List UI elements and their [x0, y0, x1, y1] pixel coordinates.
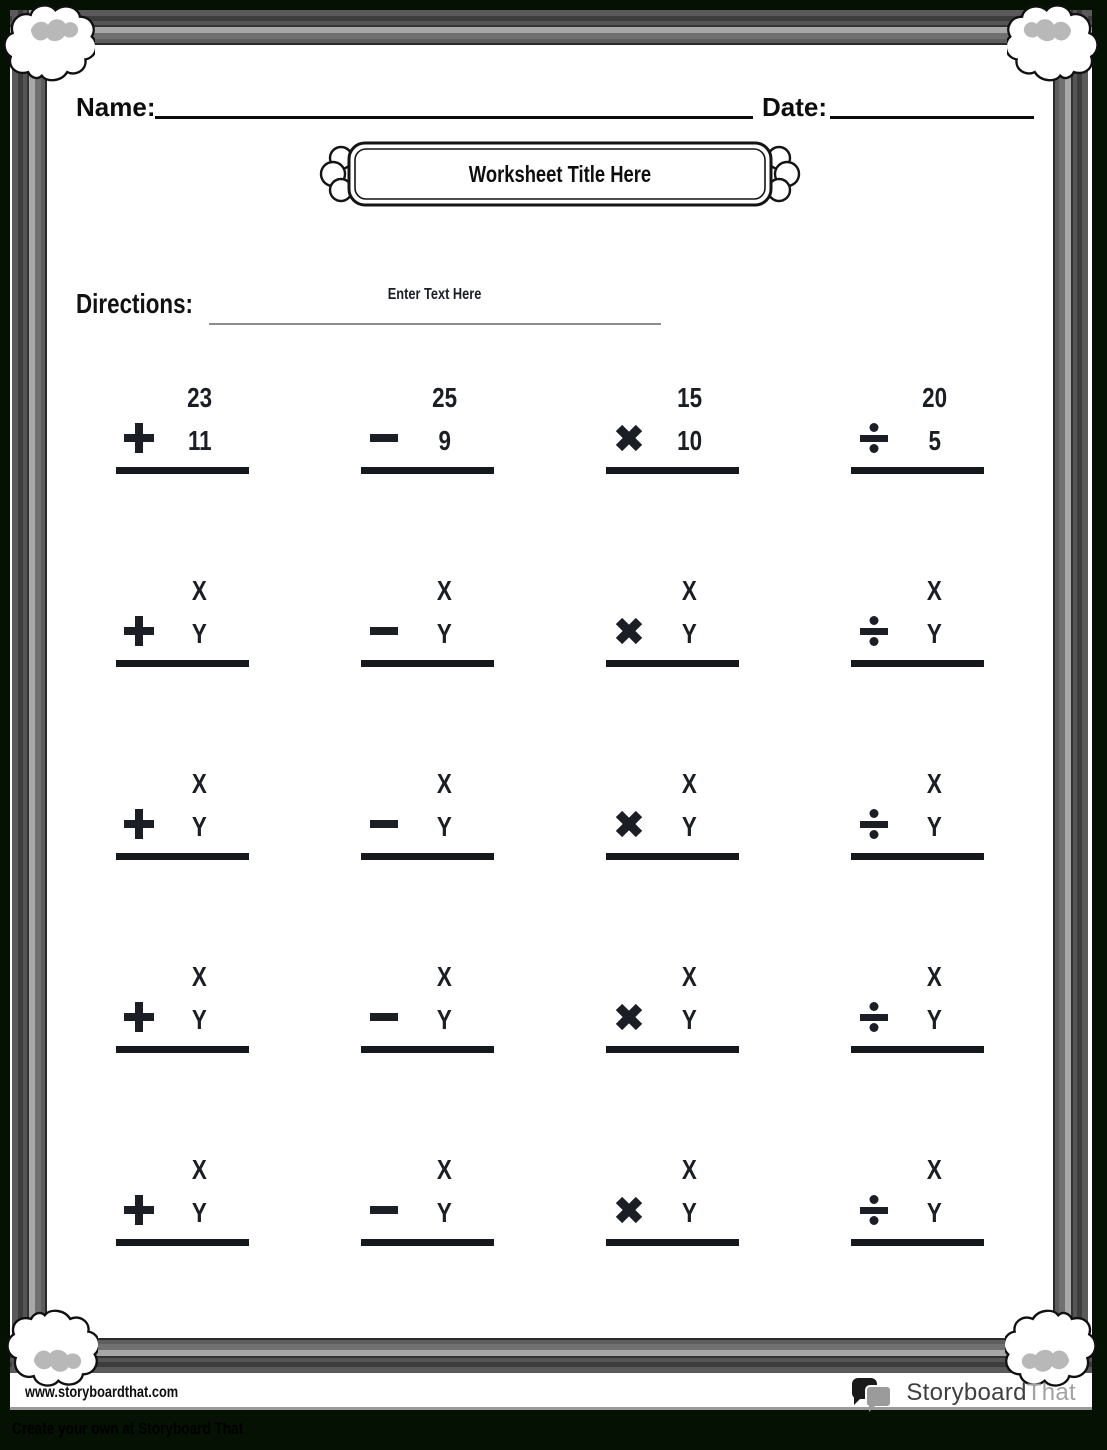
top-operand: X	[192, 1154, 207, 1185]
bottom-operand: 5	[928, 425, 941, 456]
cloud-decoration-top-left	[3, 3, 95, 83]
problem-cell	[851, 769, 984, 861]
answer-line	[851, 660, 984, 667]
answer-line	[361, 467, 494, 474]
bottom-operand: Y	[927, 618, 942, 649]
answer-line	[361, 853, 494, 860]
problem-cell	[361, 962, 494, 1054]
top-operand: X	[192, 575, 207, 606]
directions-input-line[interactable]	[209, 323, 661, 325]
answer-line	[361, 660, 494, 667]
bottom-operand: Y	[927, 1197, 942, 1228]
problem-cell	[116, 576, 249, 668]
bottom-operand: Y	[437, 1004, 452, 1035]
top-operand: 20	[922, 382, 947, 413]
answer-line	[606, 1046, 739, 1053]
name-input-line[interactable]	[155, 116, 753, 119]
problem-cell	[361, 383, 494, 475]
date-input-line[interactable]	[830, 116, 1034, 119]
brand-wordmark: StoryboardThat	[906, 1379, 1076, 1406]
speech-bubbles-icon	[852, 1376, 898, 1410]
top-operand: X	[682, 1154, 697, 1185]
bottom-operand: 11	[187, 425, 212, 456]
gray-speech-bubble-icon	[865, 1385, 892, 1408]
bottom-operand: Y	[682, 618, 697, 649]
border-left	[12, 10, 47, 1373]
worksheet-page	[10, 10, 1092, 1410]
answer-line	[851, 853, 984, 860]
answer-line	[116, 467, 249, 474]
cloud-decoration-bottom-left	[6, 1308, 98, 1388]
answer-line	[606, 853, 739, 860]
website-url: www.storyboardthat.com	[25, 1384, 179, 1401]
bottom-operand: Y	[192, 1004, 207, 1035]
bottom-operand: Y	[682, 811, 697, 842]
problems-grid	[116, 383, 984, 1247]
answer-line	[851, 467, 984, 474]
bottom-operand: Y	[927, 1004, 942, 1035]
top-operand: 15	[677, 382, 702, 413]
answer-line	[851, 1046, 984, 1053]
top-operand: X	[682, 961, 697, 992]
bottom-operand: Y	[192, 811, 207, 842]
problem-cell	[116, 962, 249, 1054]
problem-cell	[116, 1155, 249, 1247]
answer-line	[606, 467, 739, 474]
top-operand: X	[682, 768, 697, 799]
answer-line	[606, 660, 739, 667]
border-top	[10, 10, 1092, 45]
top-operand: X	[437, 575, 452, 606]
bottom-operand: Y	[437, 618, 452, 649]
bottom-operand: Y	[927, 811, 942, 842]
problem-cell	[851, 1155, 984, 1247]
problem-cell	[361, 769, 494, 861]
bottom-operand: Y	[437, 811, 452, 842]
problem-cell	[851, 962, 984, 1054]
bottom-operand: Y	[192, 1197, 207, 1228]
problem-cell	[851, 576, 984, 668]
problem-cell	[851, 383, 984, 475]
problem-cell	[606, 1155, 739, 1247]
directions-label: Directions:	[76, 288, 193, 319]
problem-cell	[606, 769, 739, 861]
top-operand: X	[927, 575, 942, 606]
top-operand: X	[927, 961, 942, 992]
border-right	[1053, 10, 1088, 1373]
answer-line	[606, 1239, 739, 1246]
directions-placeholder[interactable]: Enter Text Here	[388, 286, 482, 303]
bottom-operand: 10	[677, 425, 702, 456]
bottom-operand: Y	[437, 1197, 452, 1228]
problem-cell	[606, 383, 739, 475]
problem-cell	[361, 1155, 494, 1247]
bottom-operand: 9	[438, 425, 451, 456]
bottom-operand: Y	[192, 618, 207, 649]
problem-cell	[606, 962, 739, 1054]
bottom-operand: Y	[682, 1004, 697, 1035]
footer-tagline: Create your own at Storyboard That	[12, 1419, 244, 1438]
top-operand: X	[437, 961, 452, 992]
answer-line	[851, 1239, 984, 1246]
border-bottom	[10, 1338, 1092, 1373]
cloud-decoration-top-right	[1007, 3, 1099, 83]
answer-line	[361, 1046, 494, 1053]
problem-cell	[606, 576, 739, 668]
paper-bottom-edge	[10, 1407, 1092, 1410]
answer-line	[116, 660, 249, 667]
answer-line	[361, 1239, 494, 1246]
top-operand: X	[437, 1154, 452, 1185]
problem-cell	[361, 576, 494, 668]
answer-line	[116, 1046, 249, 1053]
top-operand: X	[192, 768, 207, 799]
top-operand: X	[437, 768, 452, 799]
top-operand: 25	[432, 382, 457, 413]
answer-line	[116, 1239, 249, 1246]
bottom-operand: Y	[682, 1197, 697, 1228]
date-label: Date:	[762, 92, 828, 122]
answer-line	[116, 853, 249, 860]
storyboardthat-logo	[852, 1376, 1076, 1410]
problem-cell	[116, 769, 249, 861]
top-operand: X	[927, 1154, 942, 1185]
top-operand: 23	[187, 382, 212, 413]
top-operand: X	[927, 768, 942, 799]
problem-cell	[116, 383, 249, 475]
top-operand: X	[682, 575, 697, 606]
name-label: Name:	[76, 92, 156, 122]
top-operand: X	[192, 961, 207, 992]
worksheet-title[interactable]: Worksheet Title Here	[468, 160, 652, 187]
